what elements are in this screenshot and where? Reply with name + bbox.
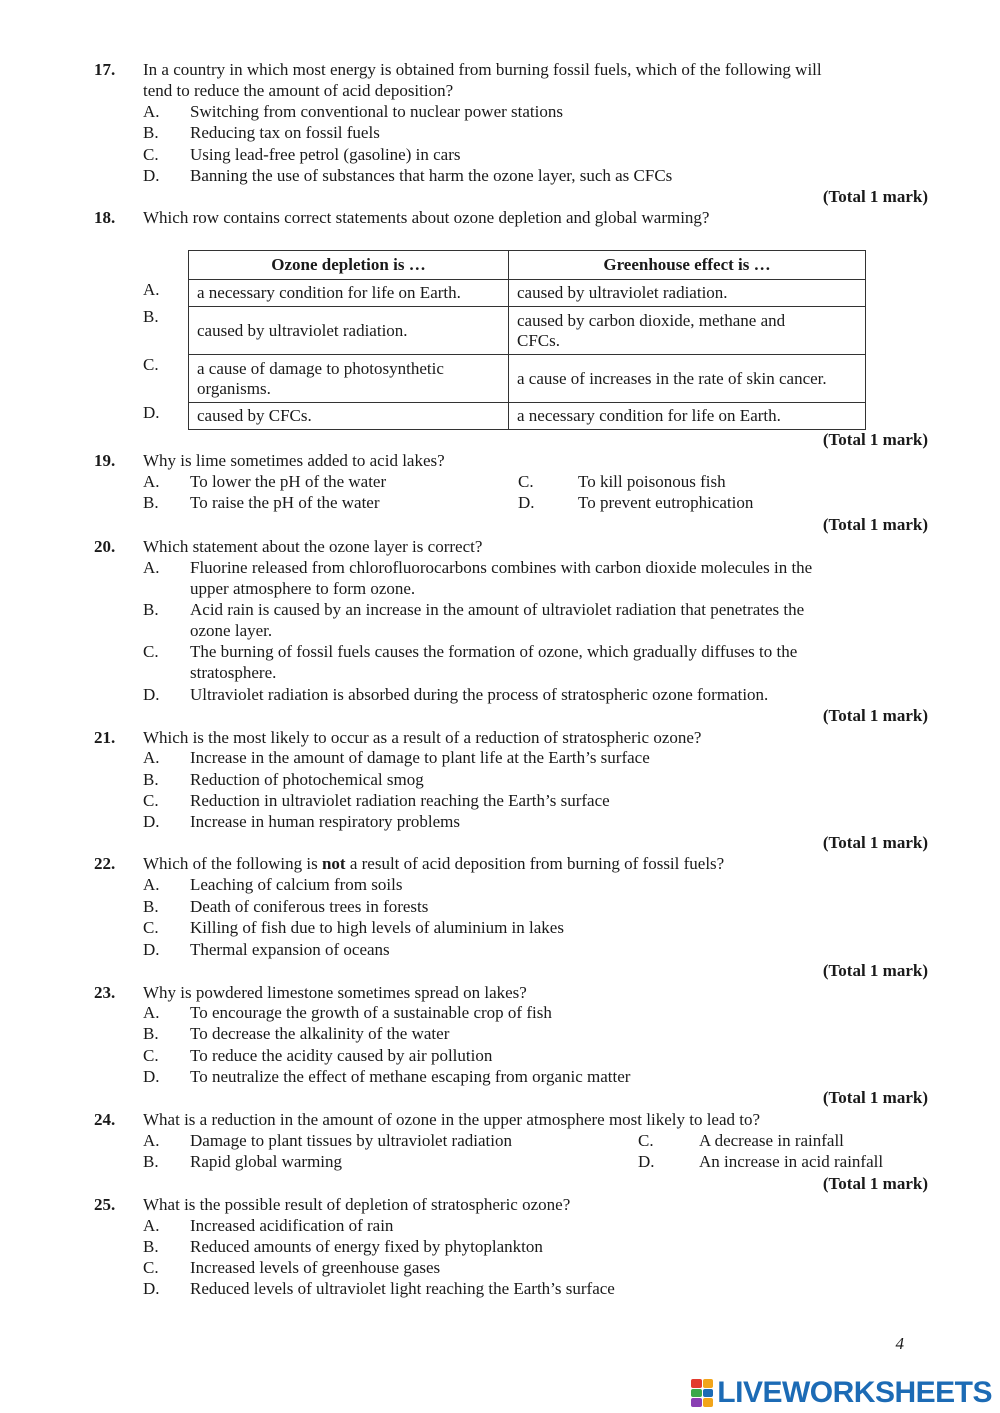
option-letter: A.: [143, 102, 160, 121]
option-letter: A.: [143, 558, 160, 577]
option-letter: D.: [518, 493, 535, 512]
option-text: Increase in human respiratory problems: [190, 812, 461, 831]
option-letter: A.: [143, 1131, 160, 1150]
table-row: [189, 307, 866, 355]
option-letter: A.: [143, 875, 160, 894]
question-number: 23.: [94, 983, 116, 1002]
table-cell: a cause of increases in the rate of skin cancer.: [509, 355, 866, 403]
logo-block: [691, 1398, 702, 1407]
question-number: 25.: [94, 1195, 116, 1214]
option-letter: B.: [143, 600, 159, 619]
option-letter: B.: [143, 1024, 159, 1043]
option-text: Increased acidification of rain: [190, 1216, 394, 1235]
liveworksheets-logo[interactable]: [691, 1376, 992, 1410]
question-stem: What is a reduction in the amount of ozone in the upper atmosphere most likely to lead to?: [143, 1110, 761, 1129]
brand-name: LIVEWORKSHEETS: [717, 1376, 992, 1409]
option-text: To encourage the growth of a sustainable crop of fish: [190, 1003, 552, 1022]
stem-emphasis: not: [321, 854, 346, 873]
option-letter: B.: [143, 897, 159, 916]
stem-part: Which of the following is: [143, 854, 322, 873]
option-letter: C.: [143, 145, 159, 164]
option-letter: C.: [143, 642, 159, 661]
question-stem: Which statement about the ozone layer is correct?: [143, 537, 483, 556]
option-letter: D.: [638, 1152, 655, 1171]
option-text-continued: stratosphere.: [190, 663, 277, 682]
total-mark: (Total 1 mark): [822, 961, 928, 980]
option-letter: C.: [143, 1258, 159, 1277]
table-cell: caused by ultraviolet radiation.: [189, 307, 509, 355]
option-text: Reducing tax on fossil fuels: [190, 123, 380, 142]
cell-line: organisms.: [197, 378, 271, 398]
option-text-continued: ozone layer.: [190, 621, 273, 640]
option-text: Reduction of photochemical smog: [190, 770, 424, 789]
page-number: 4: [895, 1334, 904, 1353]
option-text: To neutralize the effect of methane escaping from organic matter: [190, 1067, 631, 1086]
question-number: 19.: [94, 451, 116, 470]
question-stem: Which is the most likely to occur as a result of a reduction of stratospheric ozone?: [143, 728, 702, 747]
option-letter: B.: [143, 770, 159, 789]
option-text: Reduced amounts of energy fixed by phytoplankton: [190, 1237, 543, 1256]
option-letter: A.: [143, 1216, 160, 1235]
table-header-row: [189, 251, 866, 280]
question-number: 22.: [94, 854, 116, 873]
question-number: 21.: [94, 728, 116, 747]
question-number: 24.: [94, 1110, 116, 1129]
question-number: 17.: [94, 60, 116, 79]
option-text: Fluorine released from chlorofluorocarbons combines with carbon dioxide molecules in the: [190, 558, 813, 577]
table-row: [189, 403, 866, 430]
option-text: To lower the pH of the water: [190, 472, 387, 491]
total-mark: (Total 1 mark): [822, 1088, 928, 1107]
total-mark: (Total 1 mark): [822, 706, 928, 725]
total-mark: (Total 1 mark): [822, 833, 928, 852]
option-letter: D.: [143, 1067, 160, 1086]
question-stem: In a country in which most energy is obtained from burning fossil fuels, which of the following will: [143, 60, 822, 79]
option-letter: A.: [143, 472, 160, 491]
option-letter: B.: [143, 123, 159, 142]
row-letter: A.: [143, 280, 160, 299]
question-number: 18.: [94, 208, 116, 227]
logo-block: [703, 1389, 714, 1398]
logo-block: [691, 1379, 702, 1388]
logo-block: [691, 1389, 702, 1398]
stem-part: a result of acid deposition from burning of fossil fuels?: [345, 854, 725, 873]
question-stem: [143, 854, 724, 874]
question-number: 20.: [94, 537, 116, 556]
option-letter: D.: [143, 685, 160, 704]
option-text: Increase in the amount of damage to plant life at the Earth’s surface: [190, 748, 650, 767]
option-text: Banning the use of substances that harm the ozone layer, such as CFCs: [190, 166, 673, 185]
table-header: Greenhouse effect is …: [509, 251, 866, 280]
answer-table: [188, 250, 866, 430]
option-text: To kill poisonous fish: [578, 472, 726, 491]
total-mark: (Total 1 mark): [822, 515, 928, 534]
option-text: Using lead-free petrol (gasoline) in cars: [190, 145, 461, 164]
option-letter: A.: [143, 1003, 160, 1022]
option-letter: D.: [143, 166, 160, 185]
option-text: Damage to plant tissues by ultraviolet radiation: [190, 1131, 512, 1150]
option-text-continued: upper atmosphere to form ozone.: [190, 579, 416, 598]
table-cell: caused by CFCs.: [189, 403, 509, 430]
option-letter: C.: [143, 918, 159, 937]
logo-block: [703, 1379, 714, 1388]
table-cell: caused by ultraviolet radiation.: [509, 280, 866, 307]
question-stem: Why is powdered limestone sometimes spread on lakes?: [143, 983, 527, 1002]
cell-line: CFCs.: [517, 330, 560, 350]
option-letter: C.: [143, 791, 159, 810]
option-text: Death of coniferous trees in forests: [190, 897, 429, 916]
total-mark: (Total 1 mark): [822, 1174, 928, 1193]
option-letter: C.: [518, 472, 534, 491]
option-letter: B.: [143, 1237, 159, 1256]
option-letter: D.: [143, 940, 160, 959]
option-text: Rapid global warming: [190, 1152, 343, 1171]
option-text: To prevent eutrophication: [578, 493, 754, 512]
row-letter: D.: [143, 403, 160, 422]
option-letter: B.: [143, 493, 159, 512]
cell-line: a cause of damage to photosynthetic: [197, 358, 444, 378]
option-text: Increased levels of greenhouse gases: [190, 1258, 441, 1277]
table-header: Ozone depletion is …: [189, 251, 509, 280]
option-letter: D.: [143, 1279, 160, 1298]
option-text: The burning of fossil fuels causes the formation of ozone, which gradually diffuses to the: [190, 642, 798, 661]
total-mark: (Total 1 mark): [822, 430, 928, 449]
cell-line: caused by carbon dioxide, methane and: [517, 310, 786, 330]
option-letter: D.: [143, 812, 160, 831]
question-stem-continued: tend to reduce the amount of acid deposition?: [143, 81, 454, 100]
option-text: Acid rain is caused by an increase in the amount of ultraviolet radiation that penetrates the: [190, 600, 805, 619]
option-text: To raise the pH of the water: [190, 493, 380, 512]
table-cell: a necessary condition for life on Earth.: [509, 403, 866, 430]
option-letter: B.: [143, 1152, 159, 1171]
liveworksheets-icon: [691, 1379, 713, 1407]
option-text: Leaching of calcium from soils: [190, 875, 403, 894]
option-letter: C.: [143, 1046, 159, 1065]
option-letter: C.: [638, 1131, 654, 1150]
option-text: Ultraviolet radiation is absorbed during the process of stratospheric ozone formation.: [190, 685, 769, 704]
option-text: An increase in acid rainfall: [699, 1152, 884, 1171]
table-row: [189, 355, 866, 403]
option-text: Reduction in ultraviolet radiation reaching the Earth’s surface: [190, 791, 610, 810]
total-mark: (Total 1 mark): [822, 187, 928, 206]
question-stem: What is the possible result of depletion of stratospheric ozone?: [143, 1195, 571, 1214]
table-cell: [189, 355, 509, 403]
table-cell: a necessary condition for life on Earth.: [189, 280, 509, 307]
row-letter: C.: [143, 355, 159, 374]
logo-block: [703, 1398, 714, 1407]
option-text: Switching from conventional to nuclear power stations: [190, 102, 563, 121]
option-text: To reduce the acidity caused by air pollution: [190, 1046, 493, 1065]
table-cell: [509, 307, 866, 355]
option-text: A decrease in rainfall: [699, 1131, 844, 1150]
row-letter: B.: [143, 307, 159, 326]
question-stem: Why is lime sometimes added to acid lakes?: [143, 451, 445, 470]
option-text: Thermal expansion of oceans: [190, 940, 390, 959]
option-letter: A.: [143, 748, 160, 767]
option-text: Killing of fish due to high levels of aluminium in lakes: [190, 918, 564, 937]
option-text: Reduced levels of ultraviolet light reaching the Earth’s surface: [190, 1279, 615, 1298]
question-stem: Which row contains correct statements about ozone depletion and global warming?: [143, 208, 710, 227]
option-text: To decrease the alkalinity of the water: [190, 1024, 450, 1043]
table-row: [189, 280, 866, 307]
